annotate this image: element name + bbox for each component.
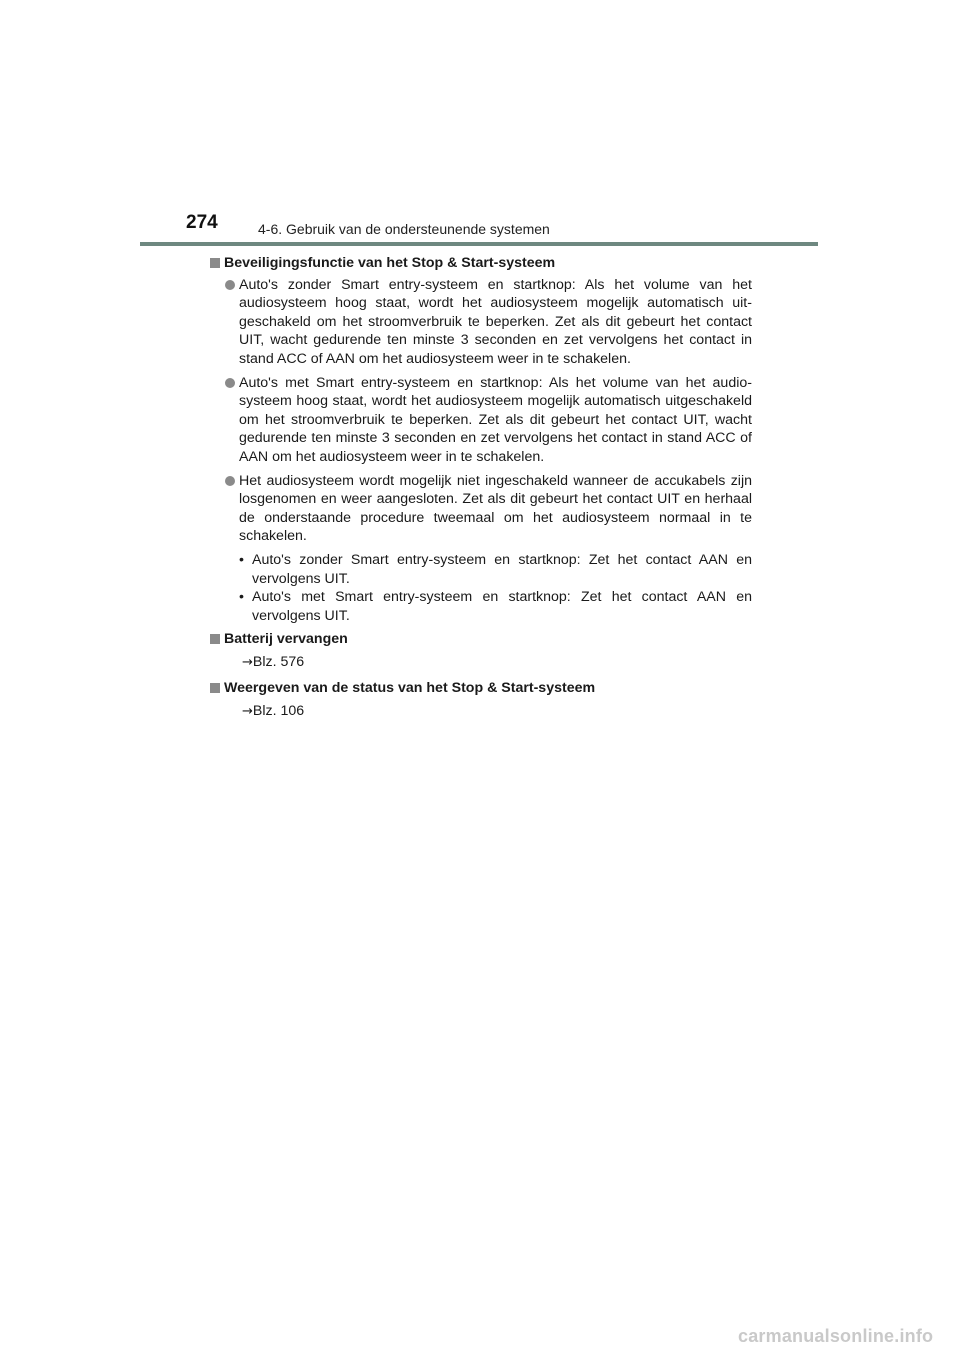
chapter-title: 4-6. Gebruik van de ondersteunende systemen xyxy=(258,221,550,237)
section-heading xyxy=(210,254,752,273)
page-content xyxy=(210,254,752,729)
page-reference[interactable] xyxy=(210,702,752,722)
heading-text: Batterij vervangen xyxy=(224,631,348,648)
arrow-right-icon: → xyxy=(242,704,253,720)
list-item xyxy=(210,472,752,546)
heading-text: Beveiligingsfunctie van het Stop & Start-systeem xyxy=(224,255,556,271)
procedure-step xyxy=(210,588,752,625)
page-number: 274 xyxy=(186,212,218,233)
procedure-step-text: Auto's met Smart entry-systeem en startknop: Zet het contact AAN en vervolgens UIT. xyxy=(252,589,752,624)
sub-bullet-marker: • xyxy=(239,551,244,568)
square-bullet-icon xyxy=(210,634,220,644)
square-bullet-icon xyxy=(210,683,220,693)
page-reference[interactable] xyxy=(210,653,752,673)
circle-bullet-icon xyxy=(225,378,235,388)
section-heading xyxy=(210,630,752,649)
procedure-step-text: Auto's zonder Smart entry-systeem en startknop: Zet het contact AAN en vervolgens UIT. xyxy=(252,551,752,587)
procedure-step xyxy=(210,551,752,588)
header-divider xyxy=(140,242,818,246)
list-item-text: Het audiosysteem wordt mogelijk niet ingeschakeld wanneer de accukabels zijn losgenomen en weer aangesloten. Zet als dit gebeurt het contact UIT en herhaal de onderstaande procedure tweemaal om het audiosysteem normaal in te schakelen. xyxy=(239,472,752,545)
heading-text: Weergeven van de status van het Stop & Start-systeem xyxy=(224,680,596,697)
section-heading xyxy=(210,679,752,698)
watermark: carmanualsonline.info xyxy=(738,1326,934,1346)
list-item xyxy=(210,374,752,467)
square-bullet-icon xyxy=(210,258,220,268)
list-item xyxy=(210,276,752,369)
circle-bullet-icon xyxy=(225,476,235,486)
page-reference-text: Blz. 576 xyxy=(252,653,305,670)
list-item-text: Auto's zonder Smart entry-systeem en startknop: Als het volume van het audiosysteem hoog staat, wordt het audiosysteem mogelijk automatisch uitgeschakeld om het stroomverbruik te beperken. Zet als dit gebeurt het contact UIT, wacht gedurende ten minste 3 seconden en zet vervolgens het contact in stand ACC of AAN om het audiosysteem weer in te schakelen. xyxy=(239,276,752,367)
circle-bullet-icon xyxy=(225,280,235,290)
arrow-right-icon: → xyxy=(242,654,253,670)
list-item-text: Auto's met Smart entry-systeem en startknop: Als het volume van het audiosysteem hoog staat, wordt het audiosysteem mogelijk automatisch uitgeschakeld om het stroomverbruik te beperken. Zet als dit gebeurt het contact UIT, wacht gedurende ten minste 3 seconden en zet vervolgens het contact in stand ACC of AAN om het audiosysteem weer in te schakelen. xyxy=(239,374,752,465)
sub-bullet-marker: • xyxy=(239,589,244,606)
procedure-list xyxy=(210,551,752,625)
page-reference-text: Blz. 106 xyxy=(252,703,305,720)
